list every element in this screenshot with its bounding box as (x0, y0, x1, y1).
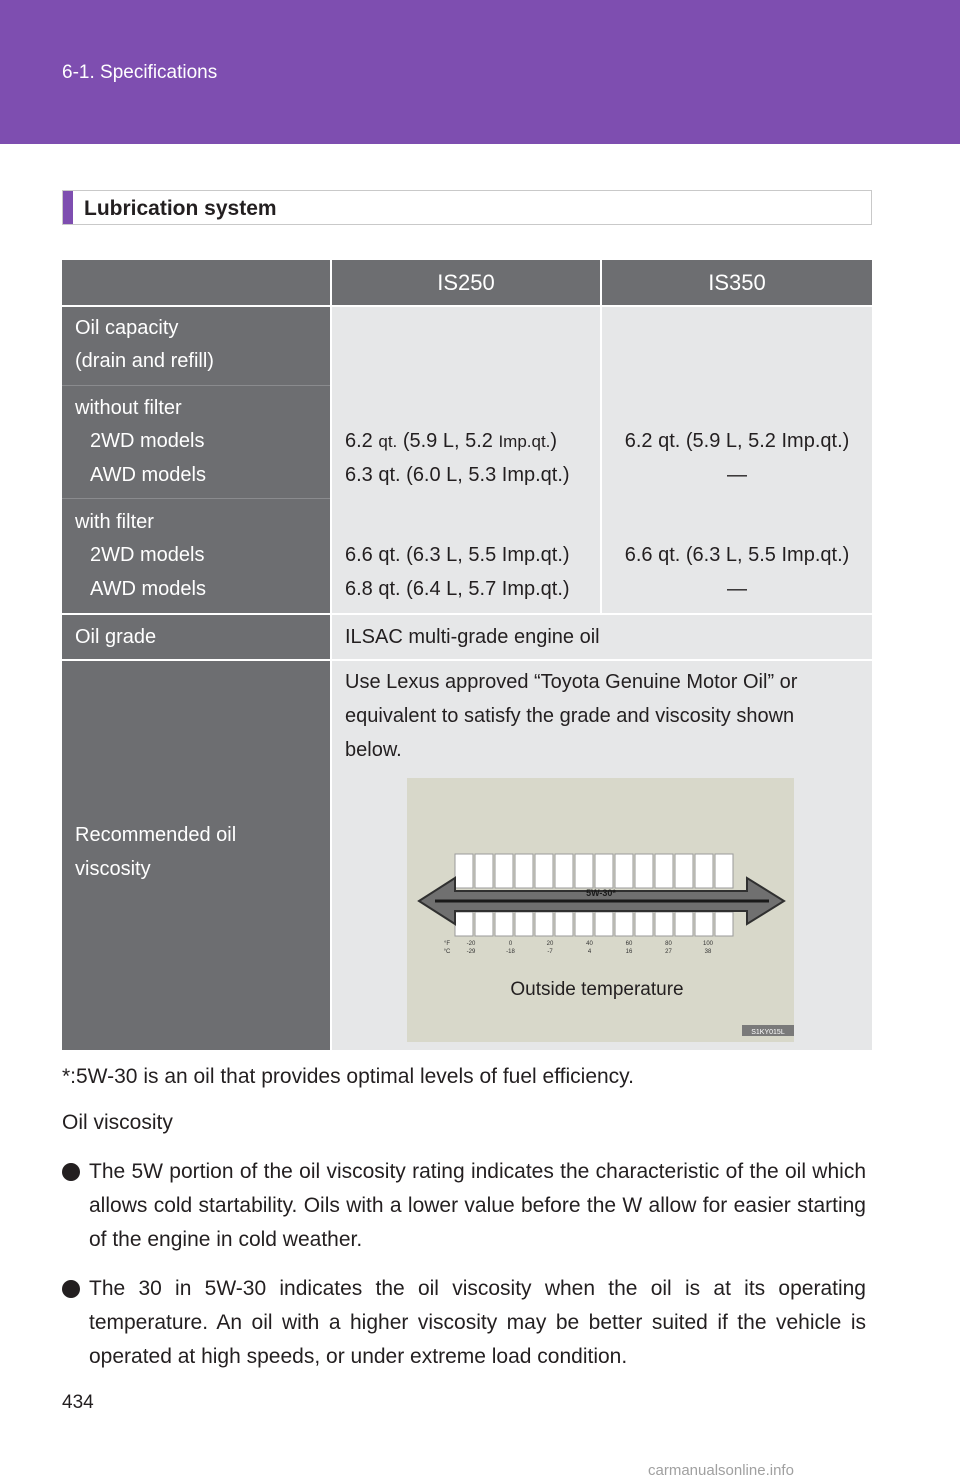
row-divider (62, 385, 330, 386)
chart-grid-cell (555, 854, 573, 888)
with-filter-label: with filter (75, 511, 154, 533)
f-tick-label: 0 (508, 941, 513, 947)
chart-grid-cell (575, 912, 593, 936)
chart-grid-cell (495, 912, 513, 936)
without-filter-2wd-label: 2WD models (90, 430, 205, 452)
c-tick-label: 38 (704, 949, 712, 955)
c-tick-label: -7 (547, 949, 553, 955)
with-filter-awd-label: AWD models (90, 578, 206, 600)
bullet-icon (62, 1280, 80, 1298)
value-unit: qt. (378, 432, 398, 451)
bullet-text: The 30 in 5W-30 indicates the oil viscosity when the oil is at its operating temperature. An oil with a higher viscosity may be better suited if the vehicle is operated at high speeds, or under extreme load condition. (89, 1277, 866, 1368)
f-tick-labels (467, 941, 714, 947)
spec-table (62, 260, 872, 1050)
row-separator (62, 659, 872, 661)
without-filter-label: without filter (75, 397, 182, 419)
oil-viscosity-heading: Oil viscosity (62, 1111, 173, 1134)
chart-grid-cell (615, 912, 633, 936)
bullet-text: The 5W portion of the oil viscosity rating indicates the characteristic of the oil which allows cold startability. Oils with a lower value before the W allow for easier starting of the engine in cold weather. (89, 1160, 866, 1251)
chart-grid-cell (495, 854, 513, 888)
list-item (62, 1272, 866, 1374)
value-paren: ) (550, 430, 558, 452)
chart-grid-cell (675, 912, 693, 936)
oil-capacity-is350-cell (602, 307, 872, 613)
section-title-box (62, 190, 872, 225)
without-filter-awd-is350: — (727, 464, 747, 486)
chart-grid-cell (575, 854, 593, 888)
chart-grid-cell (515, 854, 533, 888)
chart-grid-cell (615, 854, 633, 888)
chart-grid-cell (715, 912, 733, 936)
chart-grid-cell (695, 854, 713, 888)
footnote: *:5W-30 is an oil that provides optimal levels of fuel efficiency. (62, 1065, 634, 1088)
oil-capacity-label: Oil capacity (75, 317, 179, 339)
f-tick-label: -20 (466, 941, 476, 947)
section-title: Lubrication system (84, 197, 277, 220)
value-number: 6.2 (345, 430, 379, 452)
viscosity-label-cell (62, 661, 330, 1050)
without-filter-2wd-is350: 6.2 qt. (5.9 L, 5.2 Imp.qt.) (624, 430, 850, 452)
row-separator (62, 613, 872, 615)
chart-grid-cell (715, 854, 733, 888)
chart-grid-cell (595, 854, 613, 888)
row-separator (62, 305, 872, 307)
row-divider (62, 498, 330, 499)
watermark: carmanualsonline.info (648, 1462, 794, 1479)
viscosity-label: Recommended oil (75, 824, 237, 846)
chart-grid-bottom (455, 912, 733, 936)
chart-grid-cell (455, 854, 473, 888)
chart-grid-cell (655, 854, 673, 888)
oil-capacity-sublabel: (drain and refill) (75, 350, 214, 372)
oil-capacity-is250-cell (332, 307, 600, 613)
chart-grid-cell (695, 912, 713, 936)
f-tick-label: 60 (625, 941, 633, 947)
bullet-icon (62, 1163, 80, 1181)
section-title-accent (63, 191, 73, 224)
chart-grid-cell (455, 912, 473, 936)
f-tick-label: 20 (546, 941, 554, 947)
chart-grid-cell (475, 912, 493, 936)
chart-grid-cell (515, 912, 533, 936)
chart-grid-cell (635, 912, 653, 936)
chart-grid-cell (635, 854, 653, 888)
chart-grid-cell (535, 854, 553, 888)
with-filter-2wd-is350: 6.6 qt. (6.3 L, 5.5 Imp.qt.) (624, 544, 850, 566)
viscosity-text-line: below. (345, 739, 402, 761)
without-filter-awd-is250: 6.3 qt. (6.0 L, 5.3 Imp.qt.) (345, 464, 570, 486)
c-tick-label: 27 (665, 949, 672, 955)
viscosity-chart (407, 778, 794, 1042)
chart-grid-cell (655, 912, 673, 936)
table-corner-cell (62, 260, 330, 305)
col-separator (600, 260, 602, 615)
chart-code: S1KY015L (751, 1029, 785, 1036)
chart-grid-cell (595, 912, 613, 936)
viscosity-chart-svg (407, 778, 794, 1042)
c-tick-label: 16 (625, 949, 633, 955)
viscosity-text-line: Use Lexus approved “Toyota Genuine Motor Oil” or (345, 671, 798, 693)
c-tick-label: 4 (587, 949, 592, 955)
c-tick-label: -18 (506, 949, 515, 955)
section-breadcrumb: 6-1. Specifications (62, 62, 218, 83)
chart-grid-cell (675, 854, 693, 888)
with-filter-2wd-label: 2WD models (90, 544, 205, 566)
f-tick-label: 80 (665, 941, 672, 947)
col-separator (330, 260, 332, 1050)
viscosity-label-2: viscosity (75, 858, 151, 880)
f-tick-label: 40 (586, 941, 593, 947)
viscosity-text-line: equivalent to satisfy the grade and viscosity shown (345, 705, 795, 727)
chart-grid-top (455, 854, 733, 888)
oil-capacity-label-cell (62, 307, 330, 613)
oil-grade-label: Oil grade (62, 615, 330, 659)
c-tick-labels (467, 949, 712, 955)
chart-grid-cell (475, 854, 493, 888)
chart-grid-cell (535, 912, 553, 936)
f-tick-label: 100 (702, 941, 714, 947)
value-number: (5.9 L, 5.2 (397, 430, 499, 452)
value-unit: Imp.qt. (498, 432, 551, 451)
oil-grade-value: ILSAC multi-grade engine oil (332, 615, 872, 659)
page-header (0, 0, 960, 144)
with-filter-awd-is350: — (727, 578, 747, 600)
list-item (62, 1155, 866, 1257)
with-filter-2wd-is250: 6.6 qt. (6.3 L, 5.5 Imp.qt.) (345, 544, 570, 566)
col-header-is350: IS350 (602, 260, 872, 305)
page-number: 434 (62, 1392, 94, 1413)
c-tick-label: -29 (466, 949, 476, 955)
chart-caption: Outside temperature (510, 979, 684, 1000)
f-unit-label: °F (443, 941, 451, 947)
chart-grid-cell (555, 912, 573, 936)
without-filter-awd-label: AWD models (90, 464, 206, 486)
with-filter-awd-is250: 6.8 qt. (6.4 L, 5.7 Imp.qt.) (345, 578, 570, 600)
arrow-label: 5W-30* (586, 888, 616, 898)
c-unit-label: °C (443, 949, 451, 955)
without-filter-2wd-is250 (345, 424, 557, 459)
col-header-is250: IS250 (332, 260, 600, 305)
